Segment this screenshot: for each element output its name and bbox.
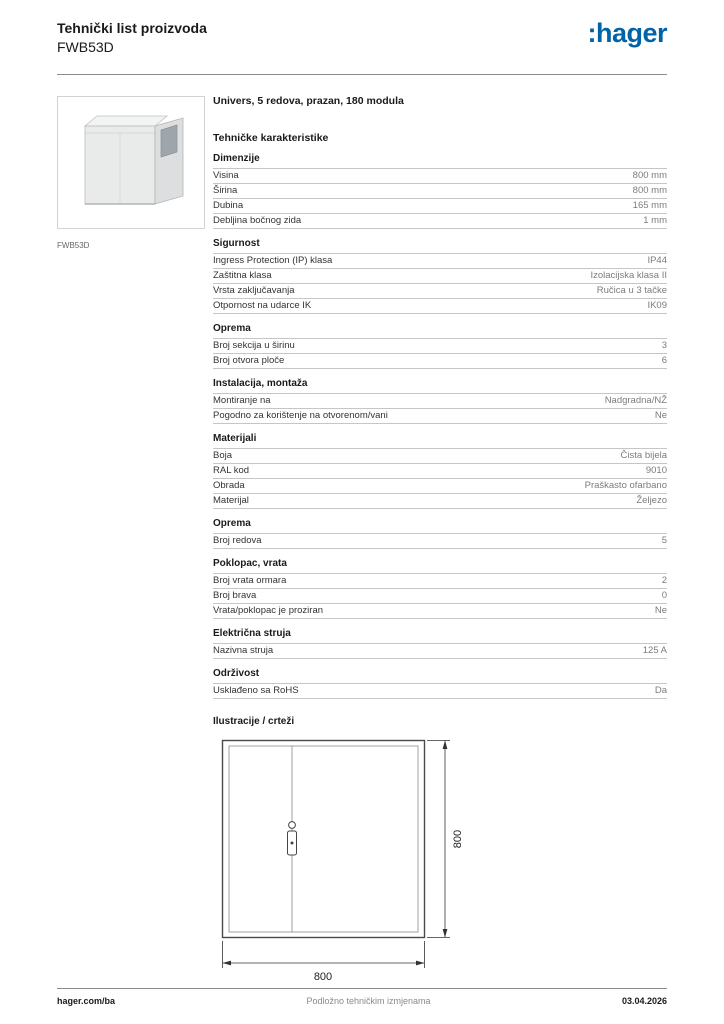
spec-section xyxy=(213,629,667,659)
spec-row xyxy=(213,643,667,658)
product-photo xyxy=(71,108,191,218)
spec-value: 800 mm xyxy=(632,184,667,196)
spec-value: 6 xyxy=(661,354,667,366)
spec-row xyxy=(213,338,667,353)
section-title: Dimenzije xyxy=(213,153,260,164)
spec-label: Broj redova xyxy=(213,534,262,546)
spec-row xyxy=(213,393,667,408)
spec-row xyxy=(213,603,667,618)
spec-value: Da xyxy=(654,684,667,696)
spec-section xyxy=(213,434,667,509)
spec-value: Praškasto ofarbano xyxy=(584,479,667,491)
spec-label: Dubina xyxy=(213,199,244,211)
spec-section xyxy=(213,669,667,699)
spec-row xyxy=(213,353,667,368)
section-title: Poklopac, vrata xyxy=(213,558,287,569)
dim-width-label: 800 xyxy=(313,971,333,983)
spec-section xyxy=(213,559,667,619)
spec-value: 2 xyxy=(661,574,667,586)
spec-row xyxy=(213,298,667,313)
spec-value: 125 A xyxy=(642,644,667,656)
footer xyxy=(57,988,667,1006)
spec-row xyxy=(213,268,667,283)
spec-row xyxy=(213,683,667,698)
spec-row xyxy=(213,573,667,588)
spec-row xyxy=(213,493,667,508)
spec-label: Nazivna struja xyxy=(213,644,274,656)
spec-label: Broj sekcija u širinu xyxy=(213,339,295,351)
height-arrow-top xyxy=(443,741,448,750)
spec-value: 3 xyxy=(661,339,667,351)
spec-label: Debljina bočnog zida xyxy=(213,214,302,226)
spec-label: Boja xyxy=(213,449,233,461)
spec-value: Ručica u 3 tačke xyxy=(596,284,667,296)
dim-height-label: 800 xyxy=(452,829,464,849)
spec-label: Pogodno za korištenje na otvorenom/vani xyxy=(213,409,388,421)
spec-label: Usklađeno sa RoHS xyxy=(213,684,299,696)
section-title: Oprema xyxy=(213,323,251,334)
spec-sections xyxy=(213,154,667,699)
spec-label: Materijal xyxy=(213,494,249,506)
spec-row xyxy=(213,198,667,213)
section-title: Sigurnost xyxy=(213,238,260,249)
spec-value: Ne xyxy=(654,409,667,421)
spec-row xyxy=(213,588,667,603)
width-dimension-lines xyxy=(223,941,425,968)
spec-section xyxy=(213,519,667,549)
spec-label: Otpornost na udarce IK xyxy=(213,299,312,311)
spec-value: 1 mm xyxy=(643,214,667,226)
spec-row xyxy=(213,533,667,548)
tech-characteristics-title: Tehničke karakteristike xyxy=(213,132,329,144)
product-image-caption: FWB53D xyxy=(57,241,90,250)
product-code: FWB53D xyxy=(57,39,114,55)
spec-value: Nadgradna/NŽ xyxy=(604,394,667,406)
spec-section xyxy=(213,239,667,314)
section-title: Materijali xyxy=(213,433,257,444)
spec-value: 9010 xyxy=(645,464,667,476)
illustrations-title: Ilustracije / crteži xyxy=(213,716,295,727)
spec-label: Visina xyxy=(213,169,239,181)
header-divider xyxy=(57,74,667,75)
spec-label: Vrata/poklopac je proziran xyxy=(213,604,324,616)
spec-value: IP44 xyxy=(647,254,667,266)
spec-label: Broj otvora ploče xyxy=(213,354,285,366)
spec-value: 165 mm xyxy=(632,199,667,211)
drawing-outer-frame xyxy=(223,741,425,938)
product-description: Univers, 5 redova, prazan, 180 modula xyxy=(213,95,404,107)
product-image-column xyxy=(57,96,205,250)
spec-value: Ne xyxy=(654,604,667,616)
height-dimension-lines xyxy=(427,741,450,938)
spec-value: 800 mm xyxy=(632,169,667,181)
spec-row xyxy=(213,253,667,268)
dimension-drawing xyxy=(221,739,473,985)
spec-row xyxy=(213,408,667,423)
spec-row xyxy=(213,183,667,198)
spec-label: Obrada xyxy=(213,479,245,491)
spec-label: Montiranje na xyxy=(213,394,271,406)
spec-label: Broj brava xyxy=(213,589,257,601)
spec-value: Čista bijela xyxy=(620,449,667,461)
height-arrow-bottom xyxy=(443,929,448,938)
spec-label: Širina xyxy=(213,184,238,196)
spec-label: RAL kod xyxy=(213,464,250,476)
page-title: Tehnički list proizvoda xyxy=(57,20,207,36)
spec-row xyxy=(213,463,667,478)
spec-value: IK09 xyxy=(647,299,667,311)
footer-website: hager.com/ba xyxy=(57,996,116,1006)
spec-section xyxy=(213,379,667,424)
width-arrow-right xyxy=(416,961,425,966)
product-image-frame xyxy=(57,96,205,229)
spec-row xyxy=(213,478,667,493)
spec-row xyxy=(213,283,667,298)
width-arrow-left xyxy=(223,961,232,966)
spec-value: 0 xyxy=(661,589,667,601)
section-title: Održivost xyxy=(213,668,260,679)
footer-disclaimer: Podložno tehničkim izmjenama xyxy=(306,996,431,1006)
spec-label: Broj vrata ormara xyxy=(213,574,287,586)
spec-row xyxy=(213,448,667,463)
spec-value: 5 xyxy=(661,534,667,546)
spec-label: Zaštitna klasa xyxy=(213,269,272,281)
dimension-drawing-wrap xyxy=(221,739,667,990)
illustrations-section xyxy=(213,717,667,990)
spec-column xyxy=(213,96,667,990)
section-title: Električna struja xyxy=(213,628,291,639)
spec-label: Vrsta zaključavanja xyxy=(213,284,295,296)
footer-date: 03.04.2026 xyxy=(621,996,667,1006)
header xyxy=(57,20,667,55)
section-title: Instalacija, montaža xyxy=(213,378,308,389)
header-text xyxy=(57,20,207,55)
hager-logo: :hager xyxy=(587,18,667,48)
spec-value: Željezo xyxy=(636,494,667,506)
spec-row xyxy=(213,213,667,228)
section-title: Oprema xyxy=(213,518,251,529)
spec-row xyxy=(213,168,667,183)
spec-label: Ingress Protection (IP) klasa xyxy=(213,254,333,266)
spec-section xyxy=(213,324,667,369)
drawing-handle xyxy=(288,822,297,855)
spec-section xyxy=(213,154,667,229)
spec-value: Izolacijska klasa II xyxy=(590,269,667,281)
